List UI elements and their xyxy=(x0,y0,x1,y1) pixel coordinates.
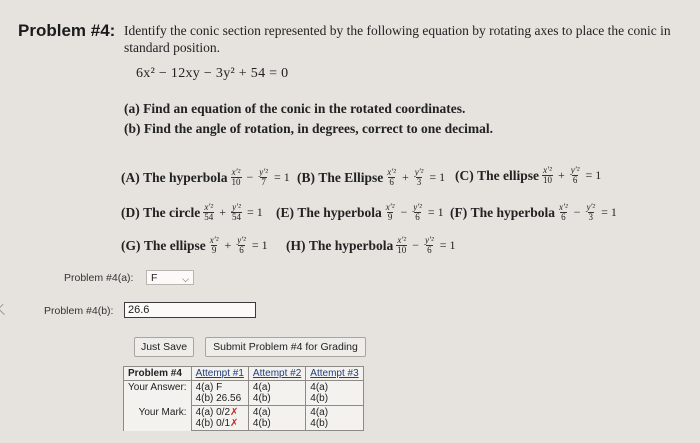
your-answer-label: Your Answer: xyxy=(124,381,192,406)
problem-equation: 6x² − 12xy − 3y² + 54 = 0 xyxy=(136,66,289,81)
choice-fraction: $\frac{\text{y′²}}{7}$ xyxy=(259,167,268,187)
attempt-3-mark: 4(a) 4(b) xyxy=(306,406,363,431)
choice-fraction: $\frac{\text{y′²}}{6}$ xyxy=(570,165,580,185)
answer-a-label: Problem #4(a): xyxy=(64,272,134,284)
chevron-down-icon: ⌵ xyxy=(182,274,189,284)
attempt-1-answer: 4(a) F 4(b) 26.56 xyxy=(191,381,248,406)
attempt-1-mark: 4(a) 0/2✗ 4(b) 0/1✗ xyxy=(191,406,248,431)
choice-b: (B) The Ellipse $\frac{\text{x′²}}{6}$ + $\frac{\text{y′²}}{3}$ = 1 xyxy=(297,167,446,187)
choice-name: The hyperbola xyxy=(308,237,394,253)
attempt-3-answer: 4(a) 4(b) xyxy=(306,381,363,406)
choice-letter: (G) xyxy=(121,237,141,253)
choice-letter: (D) xyxy=(121,204,140,220)
choice-name: The hyperbola xyxy=(297,204,382,220)
answer-b-input[interactable]: 26.6 xyxy=(124,302,256,318)
choice-fraction: $\frac{\text{x′²}}{9}$ xyxy=(209,235,219,255)
answer-b-label: Problem #4(b): xyxy=(44,305,114,317)
choice-fraction: $\frac{\text{y′²}}{6}$ xyxy=(425,235,434,255)
choice-fraction: $\frac{\text{y′²}}{6}$ xyxy=(413,202,422,222)
choice-fraction: $\frac{\text{y′²}}{54}$ xyxy=(232,202,242,222)
choice-fraction: $\frac{\text{x′²}}{54}$ xyxy=(204,202,214,222)
choice-f: (F) The hyperbola $\frac{\text{x′²}}{6}$ − $\frac{\text{y′²}}{3}$ = 1 xyxy=(450,202,617,222)
part-b-text: Find the angle of rotation, in degrees, correct to one decimal. xyxy=(143,121,493,136)
attempts-header: Problem #4 xyxy=(124,367,192,381)
collapse-arrow-icon xyxy=(0,304,9,315)
choice-name: The hyperbola xyxy=(143,169,228,185)
attempt-1-link[interactable]: Attempt #1 xyxy=(191,367,248,381)
your-mark-label: Your Mark: xyxy=(124,406,192,431)
choice-fraction: $\frac{\text{x′²}}{10}$ xyxy=(231,167,241,187)
choice-name: The Ellipse xyxy=(318,169,384,185)
choice-e: (E) The hyperbola $\frac{\text{x′²}}{9}$ − $\frac{\text{y′²}}{6}$ = 1 xyxy=(276,202,444,222)
choice-c: (C) The ellipse $\frac{\text{x′²}}{10}$ + $\frac{\text{y′²}}{6}$ = 1 xyxy=(455,165,602,185)
attempt-2-link[interactable]: Attempt #2 xyxy=(248,367,305,381)
choice-a: (A) The hyperbola $\frac{\text{x′²}}{10}$ − $\frac{\text{y′²}}{7}$ = 1 xyxy=(121,167,290,187)
problem-statement: Identify the conic section represented by the following equation by rotating axes to place the conic in standard position. xyxy=(124,23,671,55)
part-a-label: (a) xyxy=(124,101,140,116)
part-b-label: (b) xyxy=(124,121,141,136)
choice-fraction: $\frac{\text{x′²}}{10}$ xyxy=(397,235,407,255)
choice-fraction: $\frac{\text{y′²}}{3}$ xyxy=(586,202,596,222)
choice-fraction: $\frac{\text{x′²}}{9}$ xyxy=(385,202,395,222)
answer-a-select[interactable] xyxy=(146,270,194,285)
choice-fraction: $\frac{\text{x′²}}{6}$ xyxy=(559,202,568,222)
choice-name: The circle xyxy=(143,204,201,220)
choice-name: The hyperbola xyxy=(470,204,556,220)
attempt-2-mark: 4(a) 4(b) xyxy=(248,406,305,431)
wrong-x-icon: ✗ xyxy=(230,418,239,429)
problem-title: Problem #4: xyxy=(18,21,116,40)
submit-grading-button[interactable]: Submit Problem #4 for Grading xyxy=(205,337,366,357)
choice-fraction: $\frac{\text{x′²}}{10}$ xyxy=(543,165,553,185)
choice-d: (D) The circle $\frac{\text{x′²}}{54}$ + $\frac{\text{y′²}}{54}$ = 1 xyxy=(121,202,263,222)
choice-letter: (H) xyxy=(286,237,306,253)
part-b xyxy=(124,121,493,137)
attempt-3-link[interactable]: Attempt #3 xyxy=(306,367,363,381)
choice-name: The ellipse xyxy=(143,237,206,253)
just-save-button[interactable]: Just Save xyxy=(134,337,194,357)
choice-h: (H) The hyperbola $\frac{\text{x′²}}{10}$ − $\frac{\text{y′²}}{6}$ = 1 xyxy=(286,235,456,255)
choice-letter: (A) xyxy=(121,169,140,185)
choice-letter: (B) xyxy=(297,169,315,185)
choice-fraction: $\frac{\text{y′²}}{3}$ xyxy=(414,167,424,187)
answer-a-value: F xyxy=(151,272,158,284)
choice-fraction: $\frac{\text{y′²}}{6}$ xyxy=(237,235,246,255)
attempt-2-answer: 4(a) 4(b) xyxy=(248,381,305,406)
choice-name: The ellipse xyxy=(477,167,540,183)
choice-g: (G) The ellipse $\frac{\text{x′²}}{9}$ + $\frac{\text{y′²}}{6}$ = 1 xyxy=(121,235,268,255)
part-a xyxy=(124,101,465,117)
choice-fraction: $\frac{\text{x′²}}{6}$ xyxy=(387,167,396,187)
wrong-x-icon: ✗ xyxy=(230,407,239,418)
choice-letter: (F) xyxy=(450,204,468,220)
choice-letter: (E) xyxy=(276,204,294,220)
part-a-text: Find an equation of the conic in the rotated coordinates. xyxy=(143,101,466,116)
choice-letter: (C) xyxy=(455,167,474,183)
attempts-table xyxy=(123,366,364,431)
